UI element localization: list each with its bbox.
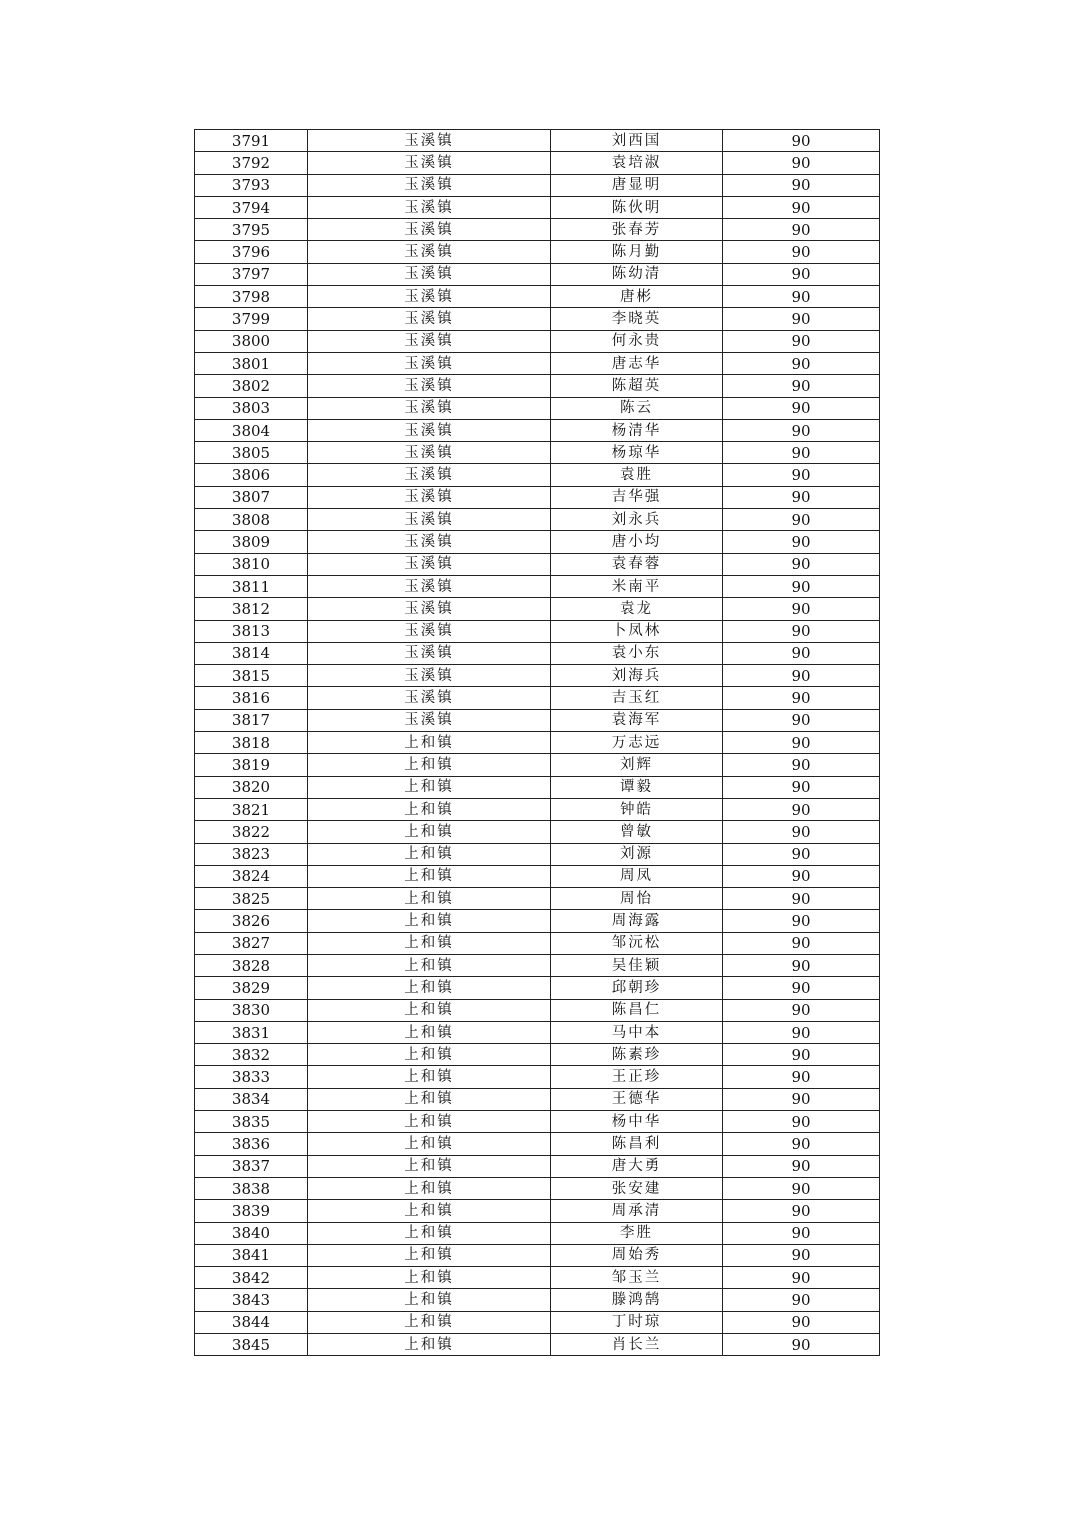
- row-number-cell: 3824: [195, 865, 308, 887]
- table-row: [195, 1066, 880, 1088]
- amount-cell: 90: [723, 1177, 880, 1199]
- table-row: [195, 1311, 880, 1333]
- town-cell: 上和镇: [308, 910, 551, 932]
- table-row: [195, 442, 880, 464]
- row-number-cell: 3836: [195, 1133, 308, 1155]
- person-name-cell: 陈素珍: [551, 1044, 723, 1066]
- table-row: [195, 665, 880, 687]
- table-row: [195, 1289, 880, 1311]
- amount-cell: 90: [723, 798, 880, 820]
- table-row: [195, 954, 880, 976]
- person-name-cell: 周承清: [551, 1200, 723, 1222]
- amount-cell: 90: [723, 865, 880, 887]
- town-cell: 上和镇: [308, 865, 551, 887]
- person-name-cell: 李胜: [551, 1222, 723, 1244]
- person-name-cell: 吉玉红: [551, 687, 723, 709]
- amount-cell: 90: [723, 709, 880, 731]
- town-cell: 上和镇: [308, 932, 551, 954]
- row-number-cell: 3832: [195, 1044, 308, 1066]
- person-name-cell: 王正珍: [551, 1066, 723, 1088]
- amount-cell: 90: [723, 598, 880, 620]
- row-number-cell: 3807: [195, 486, 308, 508]
- table-row: [195, 999, 880, 1021]
- amount-cell: 90: [723, 1200, 880, 1222]
- table-row: [195, 1244, 880, 1266]
- row-number-cell: 3828: [195, 954, 308, 976]
- table-row: [195, 642, 880, 664]
- amount-cell: 90: [723, 130, 880, 152]
- row-number-cell: 3822: [195, 821, 308, 843]
- amount-cell: 90: [723, 1044, 880, 1066]
- row-number-cell: 3842: [195, 1267, 308, 1289]
- table-row: [195, 130, 880, 152]
- person-name-cell: 吉华强: [551, 486, 723, 508]
- town-cell: 上和镇: [308, 888, 551, 910]
- table-row: [195, 375, 880, 397]
- person-name-cell: 陈月勤: [551, 241, 723, 263]
- amount-cell: 90: [723, 642, 880, 664]
- town-cell: 玉溪镇: [308, 598, 551, 620]
- amount-cell: 90: [723, 843, 880, 865]
- town-cell: 玉溪镇: [308, 419, 551, 441]
- town-cell: 玉溪镇: [308, 352, 551, 374]
- row-number-cell: 3791: [195, 130, 308, 152]
- table-row: [195, 486, 880, 508]
- town-cell: 玉溪镇: [308, 174, 551, 196]
- person-name-cell: 周凤: [551, 865, 723, 887]
- table-row: [195, 620, 880, 642]
- town-cell: 玉溪镇: [308, 152, 551, 174]
- person-name-cell: 周始秀: [551, 1244, 723, 1266]
- row-number-cell: 3844: [195, 1311, 308, 1333]
- row-number-cell: 3804: [195, 419, 308, 441]
- person-name-cell: 唐彬: [551, 286, 723, 308]
- row-number-cell: 3794: [195, 196, 308, 218]
- amount-cell: 90: [723, 1267, 880, 1289]
- town-cell: 玉溪镇: [308, 553, 551, 575]
- table-row: [195, 977, 880, 999]
- amount-cell: 90: [723, 196, 880, 218]
- table-row: [195, 1222, 880, 1244]
- town-cell: 玉溪镇: [308, 241, 551, 263]
- person-name-cell: 万志远: [551, 732, 723, 754]
- table-row: [195, 308, 880, 330]
- amount-cell: 90: [723, 732, 880, 754]
- row-number-cell: 3797: [195, 263, 308, 285]
- row-number-cell: 3796: [195, 241, 308, 263]
- row-number-cell: 3805: [195, 442, 308, 464]
- table-row: [195, 798, 880, 820]
- amount-cell: 90: [723, 397, 880, 419]
- amount-cell: 90: [723, 1066, 880, 1088]
- person-name-cell: 周海露: [551, 910, 723, 932]
- row-number-cell: 3799: [195, 308, 308, 330]
- town-cell: 上和镇: [308, 1177, 551, 1199]
- table-row: [195, 1133, 880, 1155]
- town-cell: 玉溪镇: [308, 464, 551, 486]
- town-cell: 玉溪镇: [308, 665, 551, 687]
- table-row: [195, 174, 880, 196]
- person-name-cell: 滕鸿鹄: [551, 1289, 723, 1311]
- town-cell: 上和镇: [308, 798, 551, 820]
- town-cell: 玉溪镇: [308, 509, 551, 531]
- table-row: [195, 553, 880, 575]
- table-row: [195, 263, 880, 285]
- row-number-cell: 3802: [195, 375, 308, 397]
- row-number-cell: 3803: [195, 397, 308, 419]
- table-row: [195, 776, 880, 798]
- amount-cell: 90: [723, 821, 880, 843]
- town-cell: 上和镇: [308, 1155, 551, 1177]
- table-row: [195, 330, 880, 352]
- person-name-cell: 钟皓: [551, 798, 723, 820]
- row-number-cell: 3825: [195, 888, 308, 910]
- table-row: [195, 732, 880, 754]
- row-number-cell: 3809: [195, 531, 308, 553]
- amount-cell: 90: [723, 910, 880, 932]
- amount-cell: 90: [723, 308, 880, 330]
- amount-cell: 90: [723, 531, 880, 553]
- person-name-cell: 米南平: [551, 575, 723, 597]
- person-name-cell: 袁小东: [551, 642, 723, 664]
- amount-cell: 90: [723, 419, 880, 441]
- row-number-cell: 3837: [195, 1155, 308, 1177]
- table-row: [195, 219, 880, 241]
- amount-cell: 90: [723, 241, 880, 263]
- town-cell: 上和镇: [308, 732, 551, 754]
- amount-cell: 90: [723, 1155, 880, 1177]
- person-name-cell: 卜凤林: [551, 620, 723, 642]
- person-name-cell: 袁春蓉: [551, 553, 723, 575]
- table-row: [195, 1177, 880, 1199]
- row-number-cell: 3841: [195, 1244, 308, 1266]
- table-row: [195, 1267, 880, 1289]
- town-cell: 上和镇: [308, 999, 551, 1021]
- row-number-cell: 3838: [195, 1177, 308, 1199]
- amount-cell: 90: [723, 754, 880, 776]
- amount-cell: 90: [723, 932, 880, 954]
- row-number-cell: 3823: [195, 843, 308, 865]
- person-name-cell: 袁龙: [551, 598, 723, 620]
- town-cell: 上和镇: [308, 1133, 551, 1155]
- row-number-cell: 3829: [195, 977, 308, 999]
- table-row: [195, 397, 880, 419]
- town-cell: 上和镇: [308, 1066, 551, 1088]
- row-number-cell: 3835: [195, 1111, 308, 1133]
- person-name-cell: 陈超英: [551, 375, 723, 397]
- table-row: [195, 152, 880, 174]
- person-name-cell: 张春芳: [551, 219, 723, 241]
- row-number-cell: 3812: [195, 598, 308, 620]
- person-name-cell: 曾敏: [551, 821, 723, 843]
- amount-cell: 90: [723, 553, 880, 575]
- amount-cell: 90: [723, 954, 880, 976]
- person-name-cell: 陈昌仁: [551, 999, 723, 1021]
- town-cell: 玉溪镇: [308, 130, 551, 152]
- row-number-cell: 3792: [195, 152, 308, 174]
- row-number-cell: 3818: [195, 732, 308, 754]
- row-number-cell: 3845: [195, 1334, 308, 1356]
- person-name-cell: 肖长兰: [551, 1334, 723, 1356]
- table-row: [195, 1200, 880, 1222]
- town-cell: 玉溪镇: [308, 531, 551, 553]
- row-number-cell: 3795: [195, 219, 308, 241]
- row-number-cell: 3833: [195, 1066, 308, 1088]
- amount-cell: 90: [723, 286, 880, 308]
- table-row: [195, 709, 880, 731]
- town-cell: 上和镇: [308, 1289, 551, 1311]
- table-row: [195, 1334, 880, 1356]
- person-name-cell: 杨中华: [551, 1111, 723, 1133]
- amount-cell: 90: [723, 888, 880, 910]
- person-name-cell: 邱朝珍: [551, 977, 723, 999]
- amount-cell: 90: [723, 174, 880, 196]
- row-number-cell: 3816: [195, 687, 308, 709]
- row-number-cell: 3808: [195, 509, 308, 531]
- town-cell: 玉溪镇: [308, 308, 551, 330]
- table-row: [195, 865, 880, 887]
- town-cell: 玉溪镇: [308, 575, 551, 597]
- amount-cell: 90: [723, 999, 880, 1021]
- person-name-cell: 唐志华: [551, 352, 723, 374]
- person-name-cell: 邹沅松: [551, 932, 723, 954]
- town-cell: 上和镇: [308, 1267, 551, 1289]
- person-name-cell: 刘源: [551, 843, 723, 865]
- row-number-cell: 3813: [195, 620, 308, 642]
- row-number-cell: 3798: [195, 286, 308, 308]
- town-cell: 上和镇: [308, 1044, 551, 1066]
- town-cell: 玉溪镇: [308, 687, 551, 709]
- row-number-cell: 3840: [195, 1222, 308, 1244]
- town-cell: 上和镇: [308, 1088, 551, 1110]
- subsidy-list-table: [194, 129, 880, 1356]
- amount-cell: 90: [723, 352, 880, 374]
- table-row: [195, 286, 880, 308]
- table-row: [195, 575, 880, 597]
- person-name-cell: 陈幼清: [551, 263, 723, 285]
- person-name-cell: 袁培淑: [551, 152, 723, 174]
- row-number-cell: 3827: [195, 932, 308, 954]
- row-number-cell: 3806: [195, 464, 308, 486]
- person-name-cell: 唐显明: [551, 174, 723, 196]
- row-number-cell: 3830: [195, 999, 308, 1021]
- amount-cell: 90: [723, 442, 880, 464]
- amount-cell: 90: [723, 1311, 880, 1333]
- town-cell: 上和镇: [308, 1244, 551, 1266]
- town-cell: 玉溪镇: [308, 196, 551, 218]
- row-number-cell: 3821: [195, 798, 308, 820]
- row-number-cell: 3819: [195, 754, 308, 776]
- table-row: [195, 687, 880, 709]
- row-number-cell: 3843: [195, 1289, 308, 1311]
- person-name-cell: 袁胜: [551, 464, 723, 486]
- person-name-cell: 刘海兵: [551, 665, 723, 687]
- amount-cell: 90: [723, 1021, 880, 1043]
- amount-cell: 90: [723, 1111, 880, 1133]
- town-cell: 上和镇: [308, 1111, 551, 1133]
- town-cell: 上和镇: [308, 1021, 551, 1043]
- town-cell: 上和镇: [308, 1311, 551, 1333]
- table-row: [195, 598, 880, 620]
- amount-cell: 90: [723, 263, 880, 285]
- row-number-cell: 3820: [195, 776, 308, 798]
- person-name-cell: 唐小均: [551, 531, 723, 553]
- town-cell: 玉溪镇: [308, 620, 551, 642]
- table-row: [195, 1111, 880, 1133]
- row-number-cell: 3810: [195, 553, 308, 575]
- town-cell: 玉溪镇: [308, 397, 551, 419]
- table-row: [195, 1044, 880, 1066]
- amount-cell: 90: [723, 464, 880, 486]
- town-cell: 上和镇: [308, 977, 551, 999]
- table-row: [195, 888, 880, 910]
- table-row: [195, 932, 880, 954]
- row-number-cell: 3834: [195, 1088, 308, 1110]
- table-row: [195, 910, 880, 932]
- amount-cell: 90: [723, 486, 880, 508]
- town-cell: 上和镇: [308, 843, 551, 865]
- amount-cell: 90: [723, 375, 880, 397]
- person-name-cell: 陈昌利: [551, 1133, 723, 1155]
- table-row: [195, 754, 880, 776]
- town-cell: 玉溪镇: [308, 486, 551, 508]
- table-row: [195, 419, 880, 441]
- person-name-cell: 刘辉: [551, 754, 723, 776]
- person-name-cell: 马中本: [551, 1021, 723, 1043]
- table-row: [195, 531, 880, 553]
- row-number-cell: 3801: [195, 352, 308, 374]
- person-name-cell: 邹玉兰: [551, 1267, 723, 1289]
- person-name-cell: 袁海军: [551, 709, 723, 731]
- amount-cell: 90: [723, 620, 880, 642]
- town-cell: 上和镇: [308, 1334, 551, 1356]
- amount-cell: 90: [723, 1244, 880, 1266]
- amount-cell: 90: [723, 1133, 880, 1155]
- row-number-cell: 3826: [195, 910, 308, 932]
- town-cell: 上和镇: [308, 776, 551, 798]
- town-cell: 玉溪镇: [308, 442, 551, 464]
- amount-cell: 90: [723, 509, 880, 531]
- amount-cell: 90: [723, 665, 880, 687]
- amount-cell: 90: [723, 330, 880, 352]
- town-cell: 上和镇: [308, 821, 551, 843]
- town-cell: 玉溪镇: [308, 219, 551, 241]
- person-name-cell: 陈云: [551, 397, 723, 419]
- table-row: [195, 843, 880, 865]
- table-row: [195, 821, 880, 843]
- person-name-cell: 唐大勇: [551, 1155, 723, 1177]
- town-cell: 上和镇: [308, 1222, 551, 1244]
- person-name-cell: 陈伙明: [551, 196, 723, 218]
- amount-cell: 90: [723, 977, 880, 999]
- table-row: [195, 1088, 880, 1110]
- amount-cell: 90: [723, 687, 880, 709]
- row-number-cell: 3793: [195, 174, 308, 196]
- person-name-cell: 杨琼华: [551, 442, 723, 464]
- person-name-cell: 李晓英: [551, 308, 723, 330]
- person-name-cell: 刘西国: [551, 130, 723, 152]
- town-cell: 玉溪镇: [308, 709, 551, 731]
- town-cell: 上和镇: [308, 1200, 551, 1222]
- person-name-cell: 杨清华: [551, 419, 723, 441]
- person-name-cell: 丁时琼: [551, 1311, 723, 1333]
- row-number-cell: 3817: [195, 709, 308, 731]
- table-row: [195, 352, 880, 374]
- amount-cell: 90: [723, 152, 880, 174]
- row-number-cell: 3811: [195, 575, 308, 597]
- amount-cell: 90: [723, 219, 880, 241]
- town-cell: 玉溪镇: [308, 375, 551, 397]
- table-row: [195, 241, 880, 263]
- table-row: [195, 464, 880, 486]
- town-cell: 玉溪镇: [308, 263, 551, 285]
- town-cell: 玉溪镇: [308, 330, 551, 352]
- table-row: [195, 196, 880, 218]
- amount-cell: 90: [723, 1088, 880, 1110]
- amount-cell: 90: [723, 1222, 880, 1244]
- amount-cell: 90: [723, 1334, 880, 1356]
- town-cell: 玉溪镇: [308, 642, 551, 664]
- row-number-cell: 3831: [195, 1021, 308, 1043]
- town-cell: 玉溪镇: [308, 286, 551, 308]
- table-row: [195, 509, 880, 531]
- person-name-cell: 谭毅: [551, 776, 723, 798]
- person-name-cell: 何永贵: [551, 330, 723, 352]
- row-number-cell: 3814: [195, 642, 308, 664]
- row-number-cell: 3800: [195, 330, 308, 352]
- person-name-cell: 王德华: [551, 1088, 723, 1110]
- person-name-cell: 刘永兵: [551, 509, 723, 531]
- amount-cell: 90: [723, 776, 880, 798]
- table-row: [195, 1155, 880, 1177]
- person-name-cell: 张安建: [551, 1177, 723, 1199]
- town-cell: 上和镇: [308, 954, 551, 976]
- table-row: [195, 1021, 880, 1043]
- amount-cell: 90: [723, 575, 880, 597]
- table-body: [195, 130, 880, 1356]
- person-name-cell: 吴佳颖: [551, 954, 723, 976]
- person-name-cell: 周怡: [551, 888, 723, 910]
- row-number-cell: 3839: [195, 1200, 308, 1222]
- amount-cell: 90: [723, 1289, 880, 1311]
- town-cell: 上和镇: [308, 754, 551, 776]
- row-number-cell: 3815: [195, 665, 308, 687]
